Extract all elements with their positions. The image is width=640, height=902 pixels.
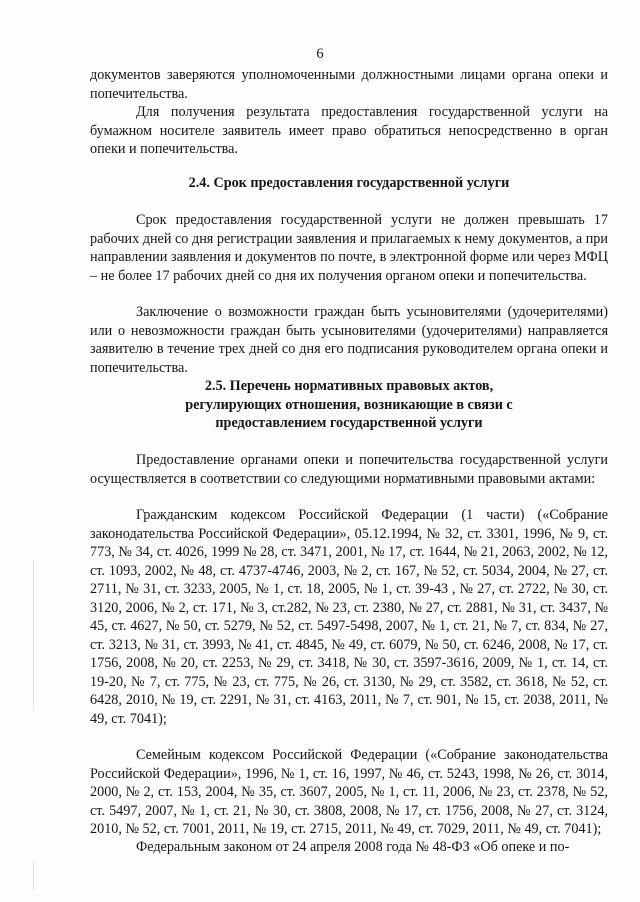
section-heading-2-5-line2: регулирующих отношения, возникающие в связи с: [185, 396, 513, 413]
section-heading-2-5: [90, 377, 608, 433]
page-number: 6: [316, 46, 324, 62]
paragraph-conclusion: Заключение о возможности граждан быть усыновителями (удочерителями) или о невозможности граждан быть усыновителями (удочерителями) направляется заявителю в течение трех дней со дня его подписания руководителем органа опеки и попечительства.: [90, 304, 608, 376]
scan-edge-mark: [33, 560, 34, 710]
section-heading-2-4: 2.4. Срок предоставления государственной услуги: [188, 175, 510, 191]
paragraph-attestation: документов заверяются уполномоченными должностными лицами органа опеки и попечительства.: [90, 67, 608, 102]
paragraph-family-code: Семейным кодексом Российской Федерации («Собрание законодательства Российской Федерации», 1996, № 1, ст. 16, 1997, № 46, ст. 5243, 1998, № 26, ст. 3014, 2000, № 2, ст. 153, 2004, № 35, ст. 3607, 2005, № 1, ст. 11, 2006, № 23, ст. 2378, № 52, ст. 5497, 2007, № 1, ст. 21, № 30, ст. 3808, 2008, № 17, ст. 1756, 2008, № 27, ст. 3124, 2010, № 52, ст. 7001, 2011, № 19, ст. 2715, 2011, № 49, ст. 7029, 2011, № 49, ст. 7041);: [90, 747, 608, 837]
section-heading-2-5-line1: 2.5. Перечень нормативных правовых актов,: [204, 378, 494, 394]
paragraph-service-term: Срок предоставления государственной услуги не должен превышать 17 рабочих дней со дня регистрации заявления и прилагаемых к нему документов, а при направлении заявления и документов по почте, в электронной форме или через МФЦ – не более 17 рабочих дней со дня их получения органом опеки и попечительства.: [90, 212, 608, 284]
paragraph-federal-law: Федеральным законом от 24 апреля 2008 года № 48-ФЗ «Об опеке и по-: [136, 839, 570, 855]
scan-edge-mark: [33, 860, 34, 890]
section-heading-2-5-line3: предоставлением государственной услуги: [215, 415, 483, 431]
paragraph-paper-result: Для получения результата предоставления государственной услуги на бумажном носителе заявитель имеет право обратиться непосредственно в орган опеки и попечительства.: [90, 104, 608, 157]
paragraph-civil-code: Гражданским кодексом Российской Федерации (1 части) («Собрание законодательства Российской Федерации», 05.12.1994, № 32, ст. 3301, 1996, № 9, ст. 773, № 34, ст. 4026, 1999 № 28, ст. 3471, 2001, № 17, ст. 1644, № 21, 2063, 2002, № 12, ст. 1093, 2002, № 48, ст. 4737-4746, 2003, № 2, ст. 167, № 52, ст. 5034, 2004, № 27, ст. 2711, № 31, ст. 3233, 2005, № 1, ст. 18, 2005, № 1, ст. 39-43 , № 27, ст. 2722, № 30, ст. 3120, 2006, № 2, ст. 171, № 3, ст.282, № 23, ст. 2380, № 27, ст. 2881, № 31, ст. 3437, № 45, ст. 4627, № 50, ст. 5279, № 52, ст. 5497-5498, 2007, № 1, ст. 21, № 7, ст. 834, № 27, ст. 3213, № 31, ст. 3993, № 41, ст. 4845, № 49, ст. 6079, № 50, ст. 6246, 2008, № 17, ст. 1756, 2008, № 20, ст. 2253, № 29, ст. 3418, № 30, ст. 3597-3616, 2009, № 1, ст. 14, ст. 19-20, № 7, ст. 775, № 23, ст. 775, № 26, ст. 3130, № 29, ст. 3582, ст. 3618, № 52, ст. 6428, 2010, № 19, ст. 2291, № 31, ст. 4163, 2011, № 7, ст. 901, № 15, ст. 2038, 2011, № 49, ст. 7041);: [90, 507, 608, 727]
paragraph-legal-basis: Предоставление органами опеки и попечительства государственной услуги осуществляется в соответствии со следующими нормативными правовыми актами:: [90, 452, 608, 487]
